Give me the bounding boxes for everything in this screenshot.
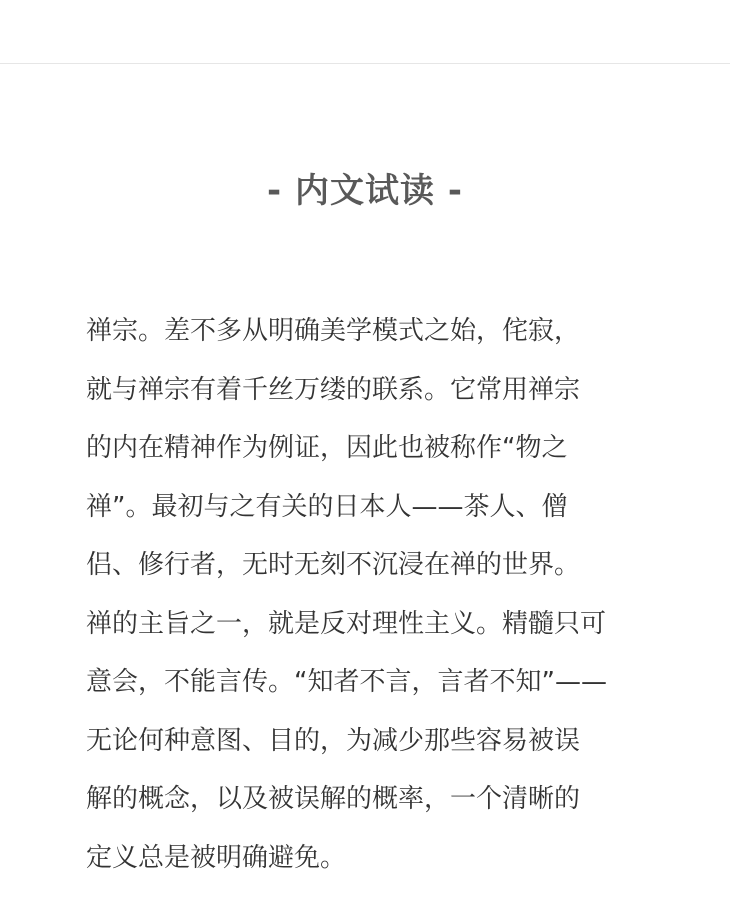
text-line: 意会，不能言传。“知者不言，言者不知”—— xyxy=(86,667,607,697)
section-title: - 内文试读 - xyxy=(267,171,463,211)
text-line: 的内在精神作为例证，因此也被称作“物之 xyxy=(86,433,568,463)
text-line: 解的概念，以及被误解的概率，一个清晰的 xyxy=(86,784,581,814)
text-line: 禅的主旨之一，就是反对理性主义。精髓只可 xyxy=(86,608,607,639)
text-line: 侣、修行者，无时无刻不沉浸在禅的世界。 xyxy=(86,550,581,580)
excerpt-body xyxy=(86,302,656,887)
text-line: 就与禅宗有着千丝万缕的联系。它常用禅宗 xyxy=(86,374,581,405)
text-line: 禅”。最初与之有关的日本人——茶人、僧 xyxy=(86,491,568,522)
text-line: 无论何种意图、目的，为减少那些容易被误 xyxy=(86,725,581,756)
top-header-bar xyxy=(0,0,730,64)
text-line: 定义总是被明确避免。 xyxy=(86,842,347,873)
text-line: 禅宗。差不多从明确美学模式之始，侘寂， xyxy=(86,316,581,346)
